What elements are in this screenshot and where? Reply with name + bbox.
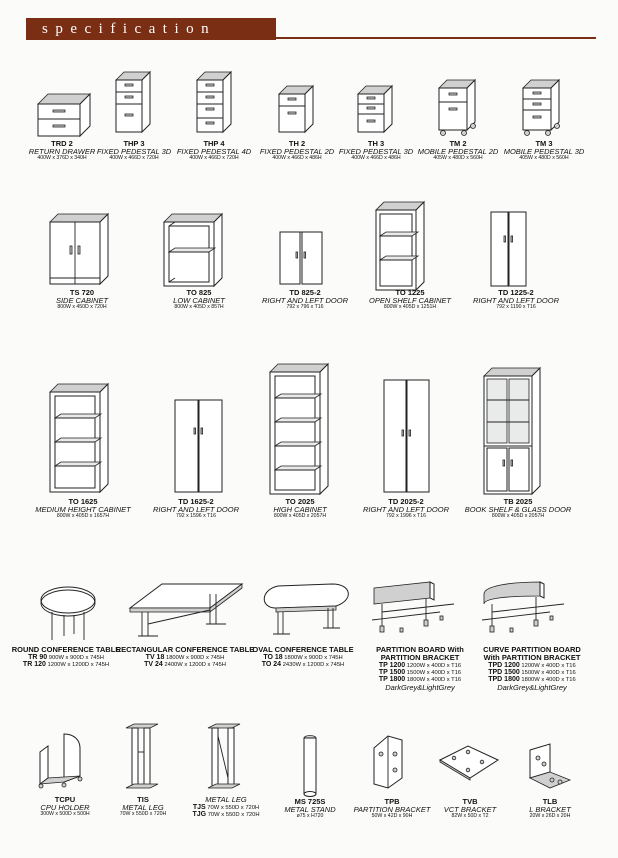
- td2025-2-drawing: [382, 378, 432, 494]
- product-code: TH 2: [288, 139, 306, 148]
- tvb-drawing: [438, 744, 500, 784]
- line-code: TP 1800: [378, 676, 406, 684]
- tcpu-drawing: [34, 730, 90, 788]
- product-code: TO 1625: [68, 497, 98, 506]
- spec-line: [252, 654, 353, 661]
- spec-line: [483, 662, 581, 669]
- th2-drawing: [277, 84, 315, 134]
- line-dim: 1200W x 400D x T16: [521, 662, 576, 669]
- header-rule: [276, 37, 596, 39]
- line-code: TPD 1200: [488, 661, 520, 669]
- trd2-drawing: [36, 92, 92, 138]
- spec-line: [12, 654, 121, 661]
- line-dim: 1800W x 400D x T16: [521, 677, 576, 684]
- product-name: FIXED PEDESTAL 3D: [338, 146, 414, 156]
- product-code: TRD 2: [51, 139, 73, 148]
- product-code: TM 2: [449, 139, 467, 148]
- tpb-drawing: [370, 734, 410, 790]
- color-options: DarkGrey&LightGrey: [497, 682, 567, 692]
- td825-2-drawing: [278, 230, 326, 286]
- product-name: CPU HOLDER: [40, 802, 90, 812]
- line-dim: 70W x 550D x 720H: [207, 804, 260, 811]
- product-name: FIXED PEDESTAL 3D: [96, 146, 172, 156]
- tlb-drawing: [528, 742, 572, 792]
- product-ms725s: [284, 798, 335, 819]
- product-td825-2: [262, 289, 348, 310]
- product-curve-partition: [483, 646, 581, 692]
- product-dim: 792 x 1190 x T16: [496, 303, 536, 310]
- spec-line: [116, 661, 254, 668]
- product-td1625-2: [153, 498, 239, 519]
- product-dim: ø75 x H720: [296, 812, 324, 819]
- product-title: RECTANGULAR CONFERENCE TABLE: [115, 645, 255, 654]
- color-options: DarkGrey&LightGrey: [385, 682, 455, 692]
- line-code: TJS: [192, 803, 206, 811]
- to2025-drawing: [268, 362, 330, 496]
- ts720-drawing: [48, 212, 110, 286]
- to825-drawing: [162, 212, 224, 288]
- product-name: RIGHT AND LEFT DOOR: [262, 295, 348, 305]
- product-tpb: [354, 798, 431, 819]
- product-name: MOBILE PEDESTAL 3D: [503, 146, 585, 156]
- product-dim: 20W x 26D x 20H: [529, 812, 571, 819]
- tb2025-drawing: [482, 366, 542, 496]
- line-dim: 1500W x 400D x T16: [521, 670, 576, 677]
- product-metal-leg: [192, 796, 259, 819]
- line-code: TV 18: [145, 653, 165, 661]
- product-dim: 800W x 405D x 2057H: [273, 512, 327, 519]
- line-code: TV 24: [144, 661, 163, 669]
- product-title: CURVE PARTITION BOARD: [483, 645, 581, 654]
- product-th2: [260, 140, 334, 161]
- product-dim: 405W x 480D x 560H: [519, 154, 569, 161]
- product-dim: 400W x 466D x 720H: [189, 154, 239, 161]
- product-tm2: [418, 140, 499, 161]
- product-name: RIGHT AND LEFT DOOR: [153, 504, 239, 514]
- thp3-drawing: [114, 70, 152, 134]
- line-code: TJG: [192, 811, 207, 819]
- product-dim: 800W x 405D x 1657H: [56, 512, 110, 519]
- td1225-2-drawing: [489, 210, 529, 288]
- spec-line: [12, 661, 121, 668]
- product-dim: 800W x 405D x 1251H: [383, 303, 437, 310]
- spec-line: [483, 669, 581, 676]
- metal-leg-drawing: [206, 722, 242, 792]
- product-code: TO 825: [186, 288, 212, 297]
- product-tis: [120, 796, 166, 817]
- product-partition-board: [376, 646, 464, 692]
- product-code: TLB: [542, 797, 558, 806]
- line-code: TO 18: [263, 653, 283, 661]
- product-name: PARTITION BRACKET: [353, 804, 431, 814]
- product-tm3: [504, 140, 585, 161]
- product-round-table: [12, 646, 121, 669]
- product-dim: 792 x 796 x T16: [286, 303, 324, 310]
- product-code: THP 3: [123, 139, 145, 148]
- product-name: RIGHT AND LEFT DOOR: [363, 504, 449, 514]
- product-rect-table: [116, 646, 254, 669]
- rect-table-drawing: [128, 580, 244, 640]
- line-code: TR 120: [22, 661, 46, 669]
- product-name: BOOK SHELF & GLASS DOOR: [464, 504, 572, 514]
- spec-line: [116, 654, 254, 661]
- product-name: METAL LEG: [205, 795, 247, 804]
- product-title-2: PARTITION BRACKET: [380, 652, 460, 662]
- product-td2025-2: [363, 498, 449, 519]
- line-code: TPD 1500: [488, 669, 520, 677]
- product-oval-table: [252, 646, 353, 669]
- product-name: FIXED PEDESTAL 4D: [176, 146, 252, 156]
- product-dim: 800W x 405D x 2057H: [491, 512, 545, 519]
- spec-line: [192, 811, 259, 818]
- product-code: TVB: [462, 797, 478, 806]
- tm3-drawing: [521, 78, 561, 136]
- product-dim: 400W x 466D x 720H: [109, 154, 159, 161]
- product-tcpu: [40, 796, 89, 817]
- product-dim: 50W x 42D x 90H: [371, 812, 413, 819]
- product-code: TB 2025: [503, 497, 533, 506]
- product-dim: 400W x 376D x 340H: [37, 154, 87, 161]
- product-title: ROUND CONFERENCE TABLE: [11, 645, 121, 654]
- line-code: TP 1200: [378, 661, 406, 669]
- line-dim: 1500W x 400D x T16: [406, 670, 462, 677]
- product-title: OVAL CONFERENCE TABLE: [252, 645, 354, 654]
- line-dim: 1200W x 1200D x 745H: [47, 662, 110, 669]
- to1225-drawing: [374, 200, 426, 292]
- product-dim: 300W x 500D x 500H: [40, 810, 90, 817]
- oval-table-drawing: [256, 580, 356, 640]
- product-title-2: With PARTITION BRACKET: [483, 652, 581, 662]
- product-name: MOBILE PEDESTAL 2D: [417, 146, 499, 156]
- spec-line: [192, 804, 259, 811]
- product-trd2: [29, 140, 96, 161]
- product-dim: 800W x 450D x 720H: [57, 303, 107, 310]
- product-dim: 792 x 1596 x T16: [175, 512, 216, 519]
- line-dim: 2400W x 1200D x 745H: [164, 662, 226, 669]
- line-dim: 1200W x 400D x T16: [406, 662, 462, 669]
- thp4-drawing: [195, 70, 233, 134]
- product-code: TM 3: [535, 139, 553, 148]
- product-to2025: [273, 498, 326, 519]
- product-dim: 792 x 1996 x T16: [385, 512, 426, 519]
- spec-line: [376, 669, 464, 676]
- product-to825: [173, 289, 225, 310]
- tis-drawing: [124, 722, 160, 792]
- line-code: TR 90: [28, 653, 48, 661]
- to1625-drawing: [48, 382, 110, 494]
- th3-drawing: [356, 84, 394, 134]
- product-dim: 800W x 405D x 857H: [174, 303, 224, 310]
- product-thp3: [97, 140, 171, 161]
- product-code: TD 1225-2: [498, 288, 534, 297]
- product-dim: 400W x 466D x 486H: [272, 154, 322, 161]
- page-title: specification: [42, 21, 217, 37]
- line-dim: 900W x 900D x 745H: [48, 654, 104, 661]
- product-code: MS 725S: [294, 797, 326, 806]
- line-code: TO 24: [261, 661, 282, 669]
- product-thp4: [177, 140, 251, 161]
- product-th3: [339, 140, 413, 161]
- product-td1225-2: [473, 289, 559, 310]
- product-to1225: [369, 289, 451, 310]
- product-name: METAL STAND: [284, 804, 336, 814]
- curve-partition-drawing: [480, 580, 570, 640]
- round-table-drawing: [38, 584, 98, 644]
- line-dim: 1800W x 900D x 745H: [284, 654, 343, 661]
- product-code: TPB: [384, 797, 400, 806]
- product-name: RIGHT AND LEFT DOOR: [473, 295, 559, 305]
- product-code: TO 1225: [395, 288, 425, 297]
- product-code: TD 2025-2: [388, 497, 424, 506]
- product-dim: 400W x 466D x 486H: [351, 154, 401, 161]
- product-title: PARTITION BOARD With: [376, 645, 464, 654]
- product-name: OPEN SHELF CABINET: [369, 295, 451, 305]
- product-name: HIGH CABINET: [273, 504, 327, 514]
- product-code: TD 825-2: [289, 288, 321, 297]
- product-code: TCPU: [54, 795, 76, 804]
- product-to1625: [35, 498, 130, 519]
- product-name: METAL LEG: [122, 802, 164, 812]
- product-name: MEDIUM HEIGHT CABINET: [35, 504, 131, 514]
- product-name: SIDE CABINET: [55, 295, 109, 305]
- product-code: TS 720: [69, 288, 95, 297]
- product-code: THP 4: [203, 139, 225, 148]
- spec-line: [376, 662, 464, 669]
- tm2-drawing: [437, 78, 477, 136]
- product-dim: 70W x 550D x 720H: [119, 810, 167, 817]
- product-ts720: [56, 289, 108, 310]
- line-dim: 1800W x 900D x 745H: [165, 654, 225, 661]
- product-tvb: [444, 798, 497, 819]
- line-dim: 1800W x 400D x T16: [406, 677, 462, 684]
- line-dim: 70W x 550D x 720H: [207, 812, 260, 819]
- product-name: VCT BRACKET: [443, 804, 497, 814]
- product-name: L BRACKET: [529, 804, 571, 814]
- product-name: RETURN DRAWER: [28, 146, 96, 156]
- product-code: TH 3: [367, 139, 385, 148]
- line-dim: 2430W x 1200D x 745H: [282, 662, 345, 669]
- ms725s-drawing: [300, 734, 320, 798]
- product-tlb: [529, 798, 571, 819]
- product-dim: 82W x 50D x T2: [451, 812, 489, 819]
- partition-board-drawing: [370, 580, 460, 640]
- product-name: LOW CABINET: [173, 295, 225, 305]
- product-code: TIS: [137, 795, 149, 804]
- line-code: TPD 1800: [488, 676, 520, 684]
- product-tb2025: [465, 498, 572, 519]
- td1625-2-drawing: [173, 398, 225, 494]
- product-code: TO 2025: [285, 497, 315, 506]
- product-name: FIXED PEDESTAL 2D: [259, 146, 335, 156]
- product-code: TD 1625-2: [178, 497, 214, 506]
- product-dim: 405W x 480D x 560H: [433, 154, 483, 161]
- line-code: TP 1500: [378, 669, 406, 677]
- spec-line: [252, 661, 353, 668]
